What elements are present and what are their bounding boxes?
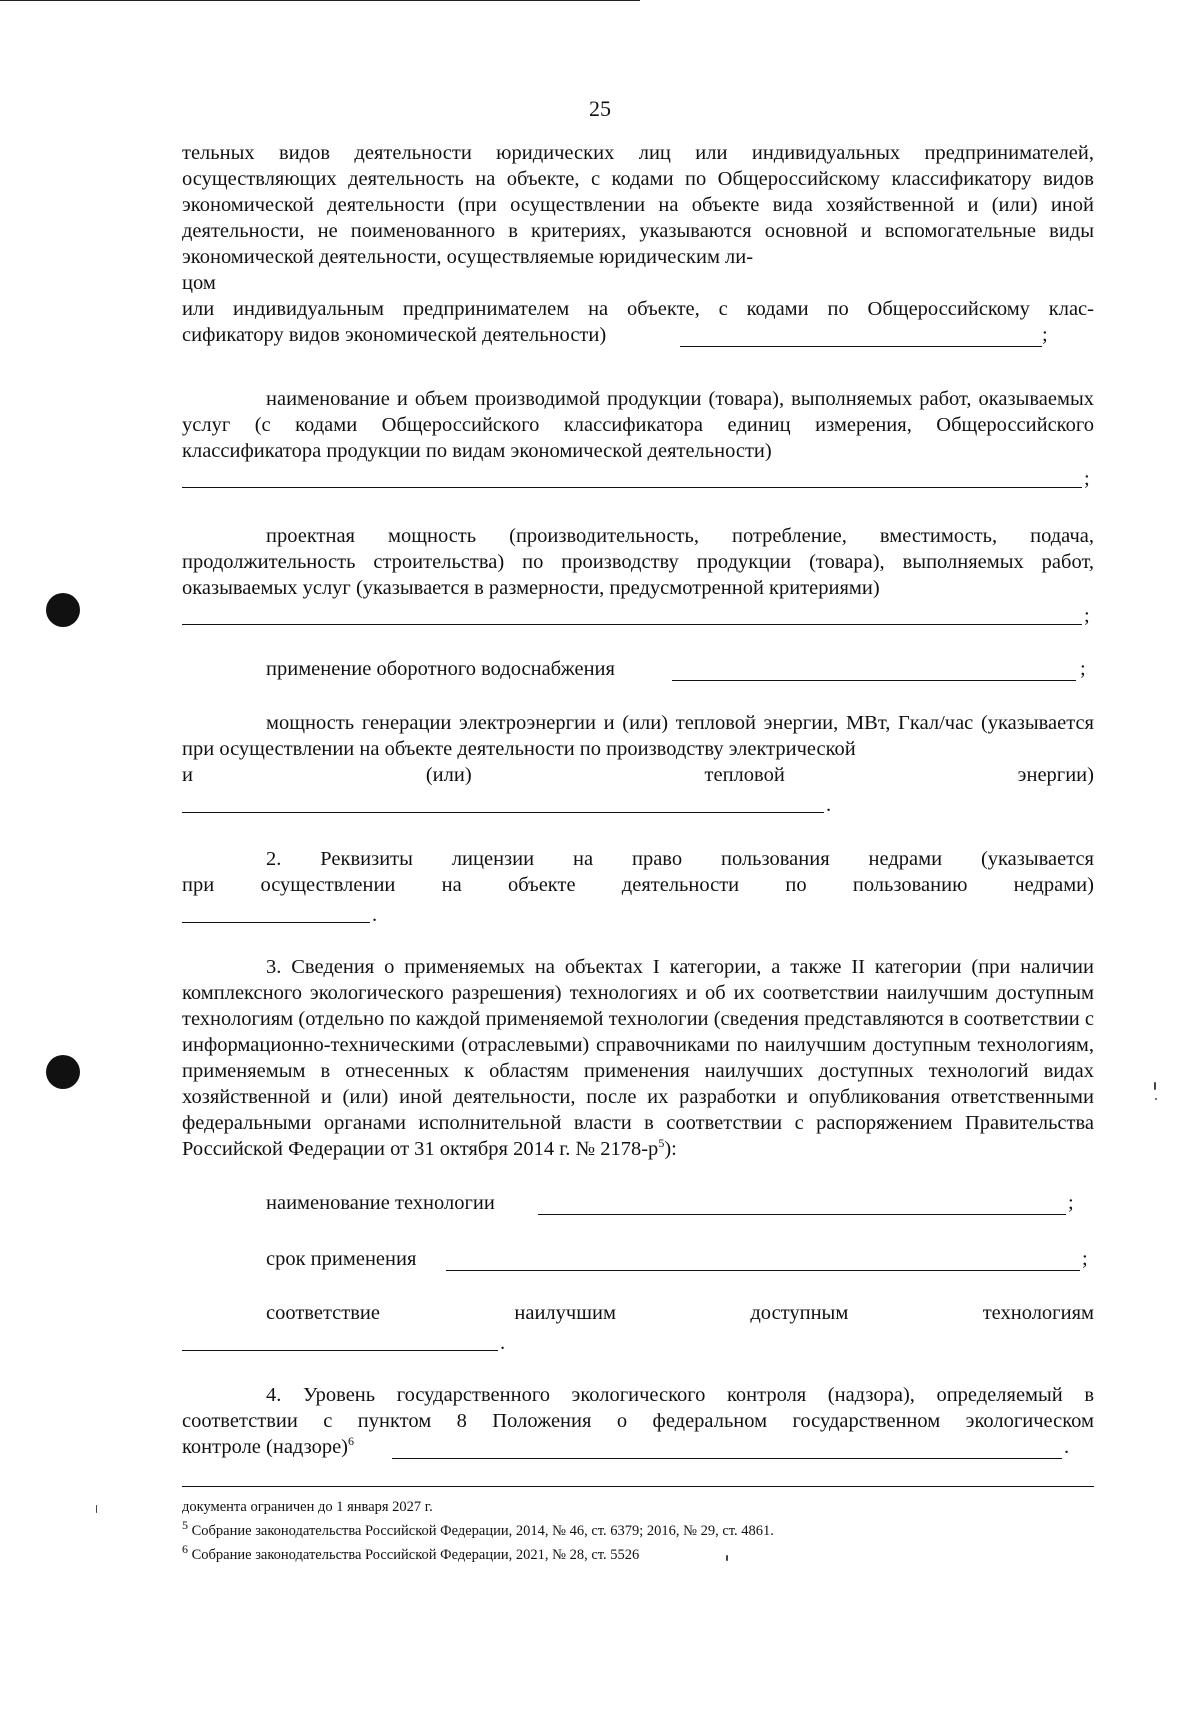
word: тепловой xyxy=(704,764,785,786)
footnote-continuation: документа ограничен до 1 января 2027 г. xyxy=(182,1499,433,1515)
section4-paragraph: 4. Уровень государственного экологического контроля (надзора), определяемый в соответствии с пунктом 8 Положения о федеральном государственном экологическом xyxy=(182,1384,1094,1432)
section3-text: 3. Сведения о применяемых на объектах I категории, а также II категории (при наличии комплексного экологического разрешения) технологиях и об их соответствии наилучшим доступным технологиям (отдельно по каждой применяемой технологии (сведения представляются в соответствии с информационно-техническими (отраслевыми) справочниками по наилучшим доступным технологиям, применяемым в отнесенных к областям применения наилучших доступных технологий видах хозяйственной и (или) иной деятельности, после их разработки и опубликования ответственными федеральными органами исполнительной власти в соответствии с распоряжением Правительства Российской Федерации от 31 октября 2014 г. № 2178-р xyxy=(182,956,1094,1160)
footnote-text: Собрание законодательства Российской Федерации, 2021, № 28, ст. 5526 xyxy=(191,1547,640,1563)
punch-hole-top xyxy=(46,593,80,627)
word: доступным xyxy=(750,1302,849,1324)
punch-hole-bottom xyxy=(46,1055,80,1089)
footnotes xyxy=(182,1486,1094,1567)
section3-text-end: ): xyxy=(664,1138,677,1160)
word: и xyxy=(182,764,193,786)
word: по xyxy=(785,874,807,896)
products-blank xyxy=(182,487,1082,488)
control-level-blank xyxy=(392,1458,1062,1459)
page-number: 25 xyxy=(589,96,611,121)
word: пользованию xyxy=(852,874,968,896)
footnote-mark: 6 xyxy=(182,1542,188,1557)
activity-types-continuation: или индивидуальным предпринимателем на объекте, с кодами по Общероссийскому клас- xyxy=(182,298,1094,320)
products-paragraph: наименование и объем производимой продукции (товара), выполняемых работ, оказываемых услуг (с кодами Общероссийского классификатора единиц измерения, Общероссийского классификатора продукции по видам экономической деятельности) xyxy=(182,388,1094,462)
footnote-text: Собрание законодательства Российской Федерации, 2014, № 46, ст. 6379; 2016, № 29, ст. 4861. xyxy=(191,1523,774,1539)
activity-types-tail: цом xyxy=(182,272,216,294)
scan-speck xyxy=(1154,1082,1156,1090)
activity-types-paragraph: тельных видов деятельности юридических лиц или индивидуальных предпринимателей, осуществляющих деятельность на объекте, с кодами по Общероссийскому классификатору видов экономической деятельности (при осуществлении на объекте вида хозяйственной и (или) иной деятельности, не поименованного в критериях, указываются основной и вспомогательные виды экономической деятельности, осуществляемые юридическим ли- xyxy=(182,142,1094,268)
word: энергии) xyxy=(1017,764,1094,786)
application-term-blank xyxy=(446,1270,1080,1271)
section2-words-row xyxy=(182,872,1094,898)
water-supply-blank xyxy=(672,680,1076,681)
footnote-mark: 5 xyxy=(182,1518,188,1533)
capacity-paragraph: проектная мощность (производительность, потребление, вместимость, подача, продолжительность строительства) по производству продукции (товара), выполняемых работ, оказываемых услуг (указывается в размерности, предусмотренной критериями) xyxy=(182,525,1094,599)
scan-edge-line xyxy=(0,0,640,1)
footnote-ref-5: 5 xyxy=(658,1136,665,1151)
technology-name-label: наименование технологии xyxy=(266,1192,495,1214)
activity-types-last-text: сификатору видов экономической деятельности) xyxy=(182,324,607,346)
word: осуществлении xyxy=(260,874,396,896)
activity-types-blank xyxy=(680,346,1042,347)
footnote-5 xyxy=(182,1519,1094,1543)
word: объекте xyxy=(507,874,576,896)
word: недрами) xyxy=(1013,874,1094,896)
water-supply-label: применение оборотного водоснабжения xyxy=(266,658,615,680)
activity-types-last-line xyxy=(182,322,1094,348)
bat-compliance-blank xyxy=(182,1350,498,1351)
word: наилучшим xyxy=(514,1302,616,1324)
license-details-blank xyxy=(182,922,370,923)
semicolon: ; xyxy=(1080,658,1086,680)
power-generation-blank xyxy=(182,812,824,813)
semicolon: ; xyxy=(1082,1248,1088,1270)
section4-last-line xyxy=(182,1434,1094,1460)
footnote-ref-6: 6 xyxy=(348,1434,355,1449)
scan-speck xyxy=(1155,1098,1157,1100)
application-term-label: срок применения xyxy=(266,1248,417,1270)
scan-speck xyxy=(96,1505,97,1513)
bat-compliance-row xyxy=(266,1300,1094,1326)
footnote-6 xyxy=(182,1543,1094,1567)
word: технологиям xyxy=(982,1302,1094,1324)
section4-last-text: контроле (надзоре) xyxy=(182,1436,349,1458)
technology-name-blank xyxy=(538,1214,1066,1215)
period: . xyxy=(826,794,832,816)
capacity-blank xyxy=(182,624,1082,625)
period: . xyxy=(372,904,378,926)
power-generation-paragraph: мощность генерации электроэнергии и (или) тепловой энергии, МВт, Гкал/час (указывается при осуществлении на объекте деятельности по производству электрической xyxy=(182,712,1094,760)
period: . xyxy=(500,1332,506,1354)
word: на xyxy=(441,874,462,896)
word: деятельности xyxy=(621,874,740,896)
semicolon: ; xyxy=(1042,324,1048,346)
power-generation-words-row xyxy=(182,762,1094,788)
word: (или) xyxy=(425,764,472,786)
word: при xyxy=(182,874,215,896)
semicolon: ; xyxy=(1084,468,1090,490)
semicolon: ; xyxy=(1084,605,1090,627)
section2-line1: 2. Реквизиты лицензии на право пользования недрами (указывается xyxy=(266,848,1094,870)
section3-paragraph xyxy=(182,954,1094,1162)
word: соответствие xyxy=(266,1302,380,1324)
period: . xyxy=(1064,1436,1070,1458)
semicolon: ; xyxy=(1068,1192,1074,1214)
